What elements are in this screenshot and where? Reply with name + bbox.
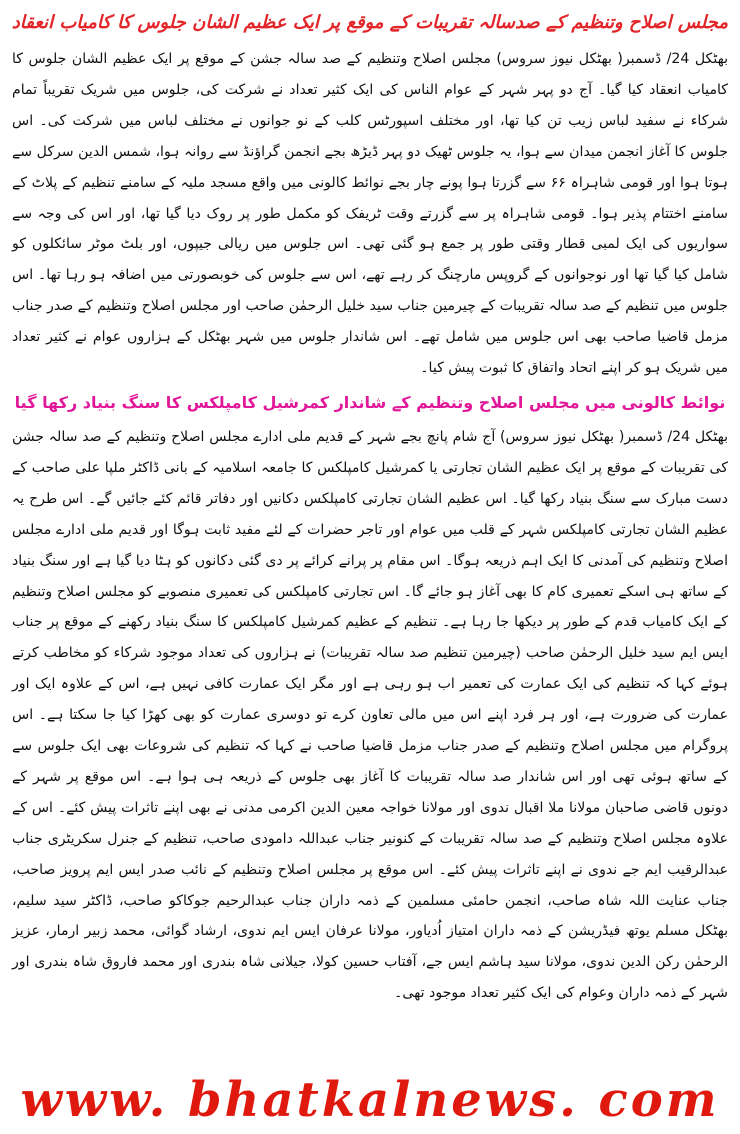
article-2-headline: نوائط کالونی میں مجلس اصلاح وتنظیم کے شاندار کمرشیل کامپلکس کا سنگ بنیاد رکھا گیا xyxy=(14,392,726,412)
article-2-body: بھٹکل 24/ ڈسمبر( بھٹکل نیوز سروس) آج شام پانچ بجے شہر کے قدیم ملی ادارے مجلس اصلاح وتنظیم کے صد سالہ جشن کی تقریبات کے موقع پر ایک عظیم الشان تجارتی یا کمرشیل کامپلکس کا جامعہ اسلامیہ کے بانی ڈاکٹر ملپا علی صاحب کے دست مبارک سے سنگ بنیاد رکھا گیا۔ اس عظیم الشان تجارتی کامپلکس دکانیں اور دفاتر قائم کئے جائیں گے۔ اس طرح یہ عظیم الشان تجارتی کامپلکس شہر کے قلب میں عوام اور تاجر حضرات کے لئے مفید ثابت ہوگا اور قدیم ملی ادارے مجلس اصلاح وتنظیم کی آمدنی کا ایک اہم ذریعہ ہوگا۔ اس مقام پر پرانے کرائے پر دی گئی دکانوں کو ہٹا دیا گیا ہے اور سنگ بنیاد کے ساتھ ہی اسکے تعمیری کام کا بھی آغاز ہو جائے گا۔ اس تجارتی کامپلکس کی تعمیری منصوبے کو مجلس اصلاح وتنظیم کے ایک کامیاب قدم کے طور پر دیکھا جا رہا ہے۔ تنظیم کے عظیم کمرشیل کامپلکس کا سنگ بنیاد رکھنے کے موقع پر جناب ایس ایم سید خلیل الرحمٰن صاحب (چیرمین تنظیم صد سالہ تقریبات) نے ہزاروں کی تعداد موجود شرکاء کو مخاطب کرتے ہوئے کہا کہ تنظیم کی ایک عمارت کی تعمیر اب ہو رہی ہے اور مگر ایک عمارت کافی نہیں ہے، اس کے علاوہ ایک اور عمارت کی ضرورت ہے، اور ہر فرد اپنے اس میں مالی تعاون کرے تو دوسری عمارت کو بھی کھڑا کیا جا سکتا ہے۔ اس پروگرام میں مجلس اصلاح وتنظیم کے صدر جناب مزمل قاضیا صاحب نے کہا کہ تنظیم کی شروعات بھی ایک جلوس سے کے ساتھ ہوئی تھی اور اس شاندار صد سالہ تقریبات کا آغاز بھی جلوس کے ذریعہ ہی ہوا ہے۔ اس موقع پر شہر کے دونوں قاضی صاحبان مولانا ملا اقبال ندوی اور مولانا خواجہ معین الدین اکرمی مدنی نے بھی اپنے تاثرات پیش کئے۔ اس کے علاوہ مجلس اصلاح وتنظیم کے صد سالہ تقریبات کے کنونیر جناب عبداللہ دامودی صاحب، تنظیم کے جنرل سکریٹری جناب عبدالرقیب ایم جے ندوی نے اپنے تاثرات پیش کئے۔ اس موقع پر مجلس اصلاح وتنظیم کے نائب صدر ایس ایم پرویز صاحب، جناب عنایت اللہ شاہ صاحب، انجمن حامئی مسلمین کے ذمہ داران جناب عبدالرحیم جوکاکو صاحب، ڈاکٹر سید سلیم، بھٹکل مسلم یوتھ فیڈریشن کے ذمہ داران امتیاز اُدیاور، مولانا عرفان ایس ایم ندوی، ارشاد گوائی، محمد زبیر ارمار، عزیز الرحمٰن رکن الدین ندوی، مولانا سید ہاشم ایس جے، آفتاب حسین کولا، جیلانی شاہ بندری اور محمد فاروق شاہ بندری اور شہر کے ذمہ داران وعوام کی ایک کثیر تعداد موجود تھی۔ xyxy=(12,428,729,1002)
website-url-footer: www. bhatkalnews. com xyxy=(20,1072,720,1128)
article-1-headline: مجلس اصلاح وتنظیم کے صدسالہ تقریبات کے موقع پر ایک عظیم الشان جلوس کا کامیاب انعقاد xyxy=(12,12,728,33)
article-1-body: بھٹکل 24/ ڈسمبر( بھٹکل نیوز سروس) مجلس اصلاح وتنظیم کے صد سالہ جشن کے موقع پر ایک عظیم الشان جلوس کا کامیاب انعقاد کیا گیا۔ آج دو پہر شہر کے عوام الناس کی ایک کثیر تعداد نے شرکت کی، جلوس میں شریک تقریباً تمام شرکاء نے سفید لباس زیب تن کیا تھا، اور مختلف اسپورٹس کلب کے نو جوانوں نے مختلف لباس میں شرکت کی۔ اس جلوس کا آغاز انجمن میدان سے ہوا، یہ جلوس ٹھیک دو پہر ڈیڑھ بجے انجمن گراؤنڈ سے روانہ ہوا، شمس الدین سرکل سے ہوتا ہوا اور قومی شاہراہ ۶۶ سے گزرتا ہوا پونے چار بجے نوائط کالونی میں واقع مسجد ملیہ کے سامنے تنظیم کے پلاٹ کے سامنے اختتام پذیر ہوا۔ قومی شاہراہ پر سے گزرتے وقت ٹریفک کو مکمل طور پر روک دیا گیا تھا، اور اس کی وجہ سے سواریوں کی ایک لمبی قطار وقتی طور پر جمع ہو گئی تھی۔ اس جلوس میں ریالی جیپوں، اور بلٹ موٹر سائکلوں کو شامل کیا گیا تھا اور نوجوانوں کے گروپس مارچنگ کر رہے تھے، اس سے جلوس کی خوبصورتی میں اضافہ ہو رہا تھا۔ اس جلوس میں تنظیم کے صد سالہ تقریبات کے چیرمین جناب سید خلیل الرحمٰن صاحب اور مجلس اصلاح وتنظیم کے صدر جناب مزمل قاضیا صاحب بھی اس جلوس میں شامل تھے۔ اس شاندار جلوس میں شہر بھٹکل کے ہزاروں عوام نے کثیر تعداد میں شریک ہو کر اپنے اتحاد واتفاق کا ثبوت پیش کیا۔ xyxy=(12,51,729,377)
